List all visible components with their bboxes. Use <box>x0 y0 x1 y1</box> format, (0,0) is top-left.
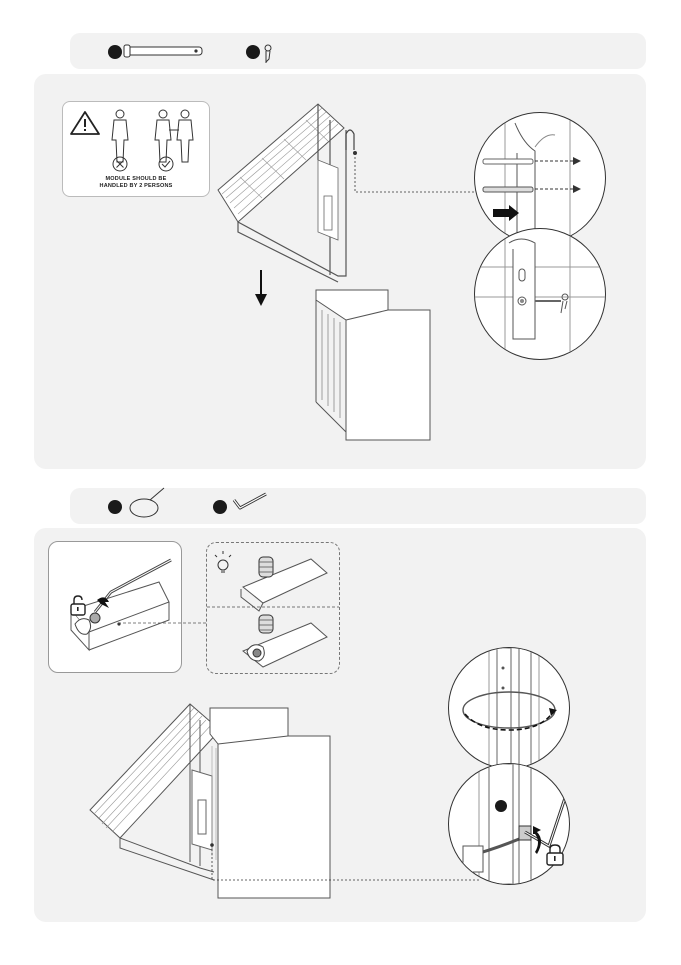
check-mark-icon <box>156 154 176 174</box>
step2-part2-badge <box>213 500 227 514</box>
fitting-options-box <box>206 542 340 674</box>
pin-detail-lower <box>474 228 606 360</box>
lightbulb-tip-icon <box>215 551 231 572</box>
pin-insert-detail-drawing <box>475 113 605 243</box>
cable-tie-loop-drawing <box>449 648 569 768</box>
fitting-options-drawing <box>207 543 339 673</box>
warning-box <box>62 101 210 197</box>
cable-tie-detail <box>448 647 570 769</box>
padlock-closed-icon <box>544 842 566 868</box>
step1-part1-badge <box>108 45 122 59</box>
warning-text <box>63 176 209 190</box>
step2-parts-bar <box>70 488 646 524</box>
pin-detail-upper <box>474 112 606 244</box>
step1-part2-badge <box>246 45 260 59</box>
cross-mark-icon <box>110 154 130 174</box>
warning-line-1: MODULE SHOULD BE <box>105 176 167 182</box>
r-clip-secure-drawing <box>475 229 605 359</box>
step1-parts-bar <box>70 33 646 69</box>
padlock-open-icon <box>69 594 89 618</box>
allen-key-inset <box>48 541 182 673</box>
warning-triangle-icon <box>69 108 109 148</box>
warning-line-2: HANDLED BY 2 PERSONS <box>99 183 173 189</box>
step2-part1-badge <box>108 500 122 514</box>
